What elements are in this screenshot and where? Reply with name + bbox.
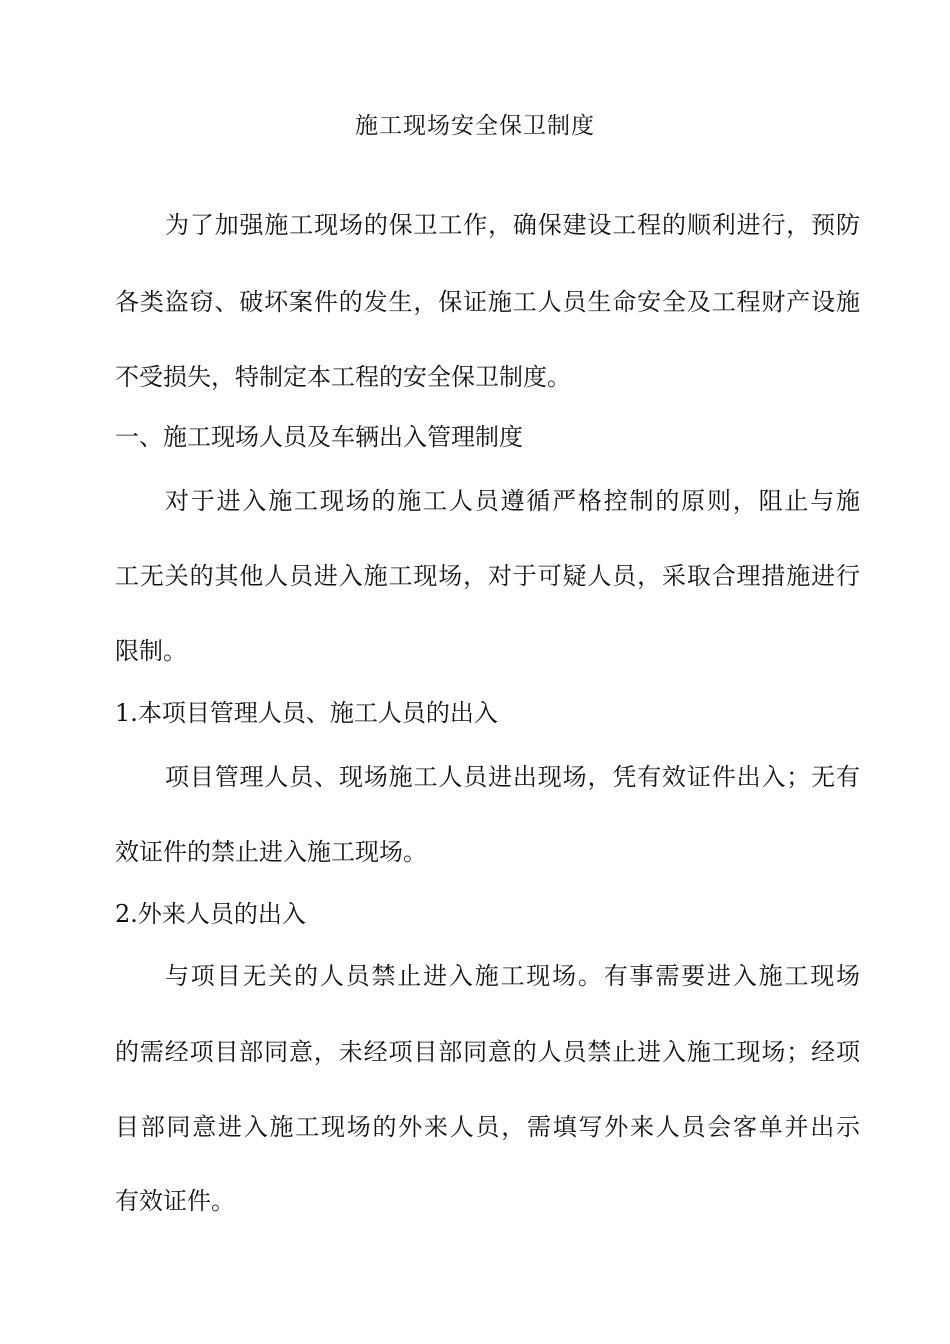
section1-line-1: 对于进入施工现场的施工人员遵循严格控制的原则，阻止与施 bbox=[165, 487, 860, 515]
section1-line-3: 限制。 bbox=[115, 637, 187, 665]
item2-line-4: 有效证件。 bbox=[115, 1187, 235, 1215]
item2-line-3: 目部同意进入施工现场的外来人员，需填写外来人员会客单并出示 bbox=[115, 1113, 860, 1141]
intro-line-1: 为了加强施工现场的保卫工作，确保建设工程的顺利进行，预防 bbox=[165, 211, 860, 239]
item1-line-2: 效证件的禁止进入施工现场。 bbox=[115, 838, 427, 866]
item2-line-2: 的需经项目部同意，未经项目部同意的人员禁止进入施工现场；经项 bbox=[115, 1038, 860, 1066]
item1-line-1: 项目管理人员、现场施工人员进出现场，凭有效证件出入；无有 bbox=[165, 763, 860, 791]
intro-line-3: 不受损失，特制定本工程的安全保卫制度。 bbox=[115, 363, 571, 391]
item2-heading: 2.外来人员的出入 bbox=[115, 900, 306, 928]
item1-heading: 1.本项目管理人员、施工人员的出入 bbox=[115, 699, 498, 727]
section1-heading: 一、施工现场人员及车辆出入管理制度 bbox=[115, 423, 523, 451]
intro-line-2: 各类盗窃、破坏案件的发生，保证施工人员生命安全及工程财产设施 bbox=[115, 288, 860, 316]
item2-line-1: 与项目无关的人员禁止进入施工现场。有事需要进入施工现场 bbox=[165, 962, 860, 990]
document-title: 施工现场安全保卫制度 bbox=[355, 113, 595, 139]
section1-line-2: 工无关的其他人员进入施工现场，对于可疑人员，采取合理措施进行 bbox=[115, 562, 860, 590]
